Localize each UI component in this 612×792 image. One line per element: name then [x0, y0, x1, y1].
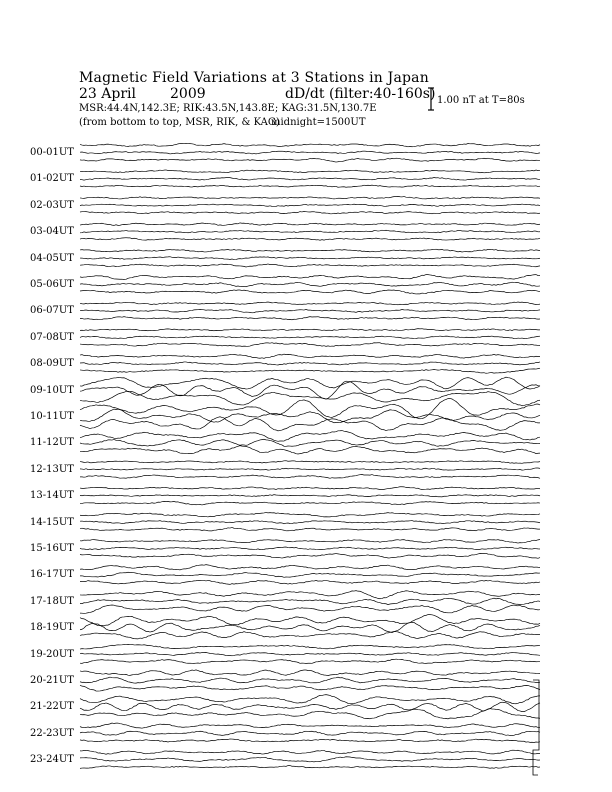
trace-kag	[80, 670, 540, 676]
hour-label: 11-12UT	[30, 437, 74, 449]
hour-label: 20-21UT	[30, 675, 74, 686]
trace-rik	[80, 622, 540, 632]
trace-msr	[80, 317, 540, 320]
trace-rik	[80, 521, 540, 524]
hour-label: 18-19UT	[30, 622, 74, 634]
trace-kag	[80, 461, 540, 464]
date-label: 23 April	[79, 86, 136, 102]
trace-rik	[80, 495, 540, 497]
trace-rik	[80, 178, 540, 181]
trace-msr	[80, 475, 540, 479]
hour-label: 17-18UT	[30, 595, 74, 607]
trace-kag	[80, 487, 540, 490]
trace-kag	[80, 249, 540, 252]
hour-label: 14-15UT	[30, 516, 74, 528]
channel-label: dD/dt (filter:40-160s)	[285, 86, 436, 102]
trace-kag	[80, 275, 540, 280]
trace-msr	[80, 553, 540, 558]
trace-msr	[80, 368, 540, 373]
trace-rik	[80, 653, 540, 656]
trace-rik	[80, 230, 540, 233]
trace-msr	[80, 290, 540, 294]
hour-label: 15-16UT	[30, 543, 74, 554]
trace-kag	[80, 223, 540, 226]
trace-msr	[80, 766, 540, 769]
station-order-note: (from bottom to top, MSR, RIK, & KAG)	[79, 117, 280, 128]
hour-label: 00-01UT	[30, 147, 74, 158]
hour-label: 13-14UT	[30, 490, 74, 502]
trace-kag	[80, 354, 540, 358]
trace-msr	[80, 631, 540, 638]
trace-kag	[80, 196, 540, 199]
trace-msr	[80, 501, 540, 505]
trace-rik	[80, 151, 540, 154]
trace-msr	[80, 211, 540, 213]
hour-label: 19-20UT	[30, 648, 74, 660]
hour-label: 03-04UT	[30, 226, 74, 238]
trace-rik	[80, 439, 540, 446]
trace-rik	[80, 731, 540, 735]
trace-kag	[80, 565, 540, 570]
year-label: 2009	[170, 86, 206, 102]
trace-msr	[80, 446, 540, 454]
hour-label: 21-22UT	[30, 701, 74, 713]
trace-rik	[80, 757, 540, 762]
trace-rik	[80, 381, 540, 399]
midnight-note: midnight=1500UT	[271, 117, 366, 128]
traces-group	[80, 143, 540, 775]
trace-rik	[80, 702, 540, 711]
trace-msr	[80, 527, 540, 530]
trace-kag	[80, 695, 540, 704]
trace-msr	[80, 343, 540, 347]
trace-msr	[80, 264, 540, 267]
trace-msr	[80, 391, 540, 405]
trace-kag	[80, 377, 540, 389]
trace-msr	[80, 685, 540, 691]
trace-kag	[80, 750, 540, 754]
trace-msr	[80, 417, 540, 431]
trace-rik	[80, 309, 540, 312]
hour-label: 12-13UT	[30, 463, 74, 475]
trace-msr	[80, 659, 540, 663]
trace-msr	[80, 185, 540, 187]
trace-kag	[80, 540, 540, 544]
trace-rik	[80, 204, 540, 206]
trace-rik	[80, 547, 540, 550]
trace-kag	[80, 431, 540, 442]
trace-msr	[80, 739, 540, 743]
trace-rik	[80, 677, 540, 683]
trace-kag	[80, 591, 540, 599]
trace-rik	[80, 572, 540, 577]
hour-label: 08-09UT	[30, 358, 74, 370]
trace-msr	[80, 238, 540, 241]
trace-msr	[80, 158, 540, 162]
hour-label: 07-08UT	[30, 331, 74, 343]
trace-rik	[80, 598, 540, 604]
hour-label: 02-03UT	[30, 199, 74, 211]
scale-bar-label: 1.00 nT at T=80s	[437, 95, 525, 106]
trace-rik	[80, 257, 540, 260]
hour-label: 01-02UT	[30, 173, 74, 185]
trace-rik	[80, 282, 540, 287]
trace-kag	[80, 143, 540, 147]
trace-rik	[80, 336, 540, 339]
hour-label: 23-24UT	[30, 754, 74, 766]
trace-rik	[80, 362, 540, 365]
trace-msr	[80, 605, 540, 613]
hour-label: 10-11UT	[30, 411, 74, 422]
trace-rik	[80, 468, 540, 470]
hour-label: 09-10UT	[30, 384, 74, 396]
trace-msr	[80, 580, 540, 584]
chart-title: Magnetic Field Variations at 3 Stations in Japan	[79, 70, 429, 86]
trace-kag	[80, 615, 540, 626]
trace-kag	[80, 512, 540, 516]
station-coordinates: MSR:44.4N,142.3E; RIK:43.5N,143.8E; KAG:31.5N,130.7E	[79, 103, 377, 114]
trace-rik	[80, 409, 540, 423]
trace-kag	[80, 170, 540, 173]
hour-label: 04-05UT	[30, 252, 74, 264]
trace-kag	[80, 302, 540, 305]
hour-label: 16-17UT	[30, 569, 74, 581]
trace-kag	[80, 398, 540, 418]
hour-label: 22-23UT	[30, 727, 74, 739]
hour-label: 06-07UT	[30, 305, 74, 317]
hour-label: 05-06UT	[30, 279, 74, 290]
trace-msr	[80, 709, 540, 719]
trace-kag	[80, 644, 540, 649]
trace-kag	[80, 329, 540, 331]
trace-kag	[80, 723, 540, 728]
